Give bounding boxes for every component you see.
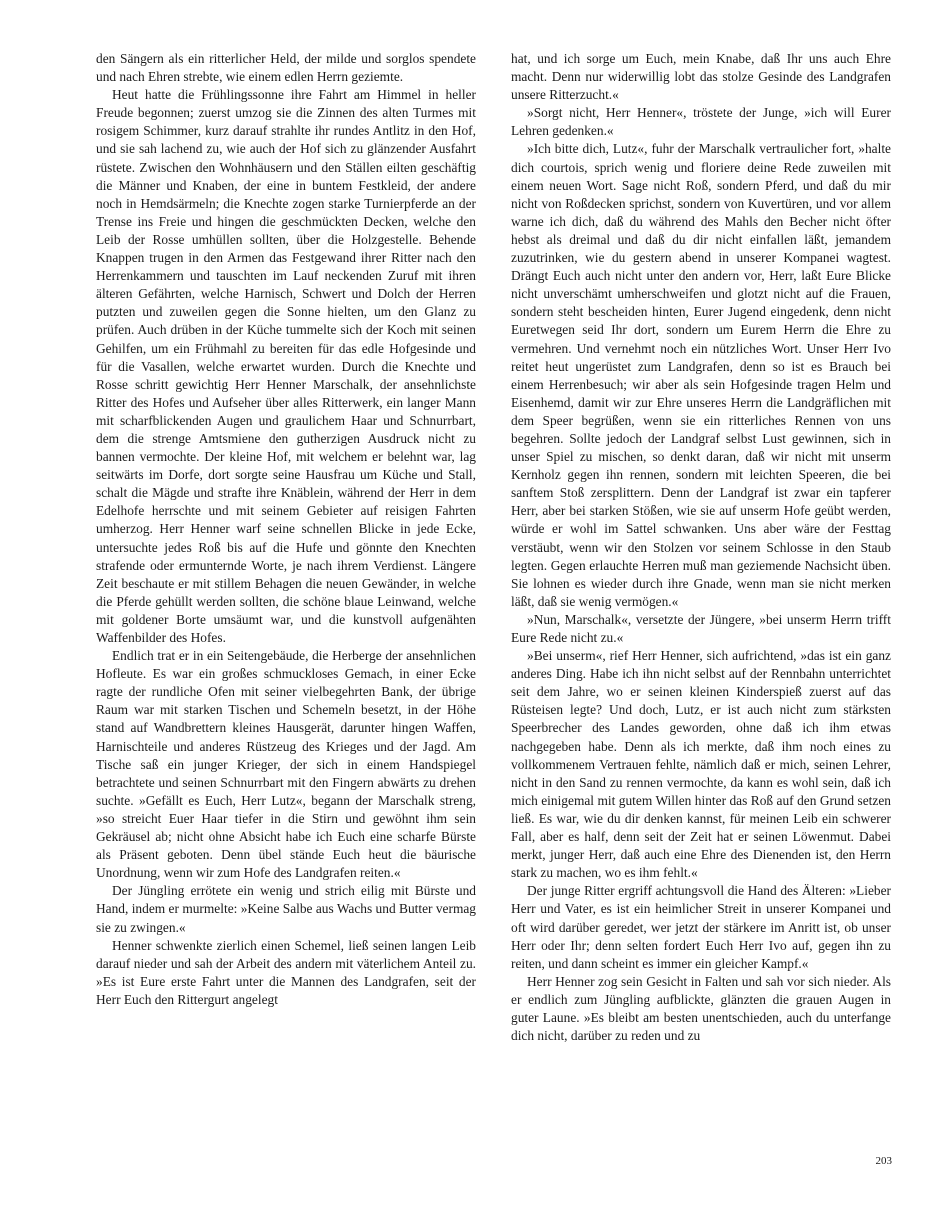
paragraph: »Sorgt nicht, Herr Henner«, tröstete der Junge, »ich will Eurer Lehren gedenken.« [511,105,891,139]
page-number: 203 [875,1155,892,1167]
right-text-column [511,50,891,1045]
paragraph: den Sängern als ein ritterlicher Held, der milde und sorglos spendete und nach Ehren strebte, wie einem edlen Herrn geziemte. [96,51,476,85]
paragraph: Heut hatte die Frühlingssonne ihre Fahrt am Himmel in heller Freude begonnen; zuerst umzog sie die Zinnen des alten Turmes mit rosigem Schimmer, kurz darauf strahlte ihr rundes Antlitz in den Hof, und sie sah lachend zu, wie auch der Hof sich zu glänzender Ausfahrt rüstete. Zwischen den Wohnhäusern und den Ställen eilten geschäftig die Männer und Knaben, der eine in buntem Festkleid, der andere noch in Hemdsärmeln; die Knechte zogen starke Turnierpferde an der Trense ins Freie und hingen die geschmückten Decken, welche den Leib der Rosse umhüllen sollten, über die Holzgestelle. Behende Knappen trugen in den Armen das Festgewand ihrer Ritter nach den Herrenkammern und tauschten im Lauf neckenden Zuruf mit ihren älteren Gefährten, welche Harnisch, Schwert und Dolch der Herren putzten und zuweilen gegen die Sonne hielten, um den Glanz zu prüfen. Auch drüben in der Küche tummelte sich der Koch mit seinen Gehilfen, um ein Frühmahl zu bereiten für das edle Hofgesinde und für die Vasallen, welche erwartet wurden. Durch die Knechte und Rosse schritt gewichtig Herr Henner Marschalk, der ansehnlichste Ritter des Hofes und Aufseher über alles Ritterwerk, ein langer Mann mit scharfblickenden Augen und graulichem Haar und Schnurrbart, dem die strenge Amtsmiene den gutherzigen Ausdruck nicht zu bannen vermochte. Der kleine Hof, mit welchem er belehnt war, lag seitwärts im Dorfe, dort sorgte seine Hausfrau um Küche und Stall, schalt die Mägde und strafte ihre Knäblein, während der Herr in dem Edelhofe herrschte und mit seinem Gebieter auf reisigen Fahrten umherzog. Herr Henner warf seine schnellen Blicke in jede Ecke, untersuchte jedes Roß bis auf die Hufe und gönnte den Knechten strafende oder ermunternde Worte, je nach ihrem Verdienst. Längere Zeit beschaute er mit stillem Behagen die neuen Gewänder, in welche die Pferde gehüllt werden sollten, die schöne blaue Leinwand, welche mit goldener Borte umsäumt war, und die kunstvoll aufgenähten Waffenbilder des Hofes. [96,87,476,645]
paragraph: Der junge Ritter ergriff achtungsvoll die Hand des Älteren: »Lieber Herr und Vater, es ist ein heimlicher Streit in unserer Kompanei und oft wird darüber geredet, wer jetzt der stärkere im Anritt ist, ob unser Herr oder Ihr; denn selten fordert Euch Herr Ivo auf, gegen ihn zu reiten, und dann scheint es immer ein gleicher Kampf.« [511,883,891,971]
paragraph: Herr Henner zog sein Gesicht in Falten und sah vor sich nieder. Als er endlich zum Jüngling aufblickte, glänzten die grauen Augen in guter Laune. »Es bleibt am besten unentschieden, auch du unterfange dich nicht, darüber zu reden und zu [511,973,891,1044]
paragraph: Der Jüngling errötete ein wenig und strich eilig mit Bürste und Hand, indem er murmelte: »Keine Salbe aus Wachs und Butter vermag sie zu zwingen.« [96,883,476,935]
left-text-column [96,50,476,1009]
paragraph: »Ich bitte dich, Lutz«, fuhr der Marschalk vertraulicher fort, »halte dich courtois, sprich wenig und floriere deine Rede zuweilen mit einem neuen Wort. Sage nicht Roß, sondern Pferd, und daß du mir nicht von Roßdecken sprichst, sondern von Kuvertüren, und vor allem warne ich dich, daß du während des Mahls den Becher nicht öfter hebst als dreimal und daß du dir nicht einfallen läßt, jemandem zuzutrinken, wie du gestern abend in unserer Kompanei wagtest. Drängt Euch auch nicht unter den andern vor, Herr, laßt Eure Blicke nicht unverschämt umherschweifen und glotzt nicht auf die Frauen, sondern steht bescheiden hinten, Eurer Jugend eingedenk, denn nicht Euretwegen seid Ihr dort, sondern um Eurem Herrn die Ehre zu vermehren. Und vernehmt noch ein nützliches Wort. Unser Herr Ivo reitet heut ungerüstet zum Landgrafen, denn so ist es Brauch bei einem Herrenbesuch; wir aber als sein Hofgesinde tragen Helm und Eisenhemd, damit wir zur Ehre unseres Herrn die Landgräflichen mit dem Speer begrüßen, wenn sie ein ritterliches Rennen von uns begehren. Sollte jedoch der Landgraf selbst Lust gewinnen, sich in unser Spiel zu mischen, so denkt daran, daß wir nicht mit unserm Kernholz gegen ihn rennen, sondern mit leichten Speeren, die bei sanftem Stoß zersplittern. Denn der Landgraf ist zwar ein tapferer Herr, aber bei starken Stößen, wie sie auf unserm Hofe geübt werden, würde er wohl im Sattel schwanken. Uns aber wäre der Festtag verstäubt, wenn wir den Stolzen vor seinem Schlosse in den Staub legten. Gegen erlauchte Herren muß man geziemende Nachsicht üben. Sie lohnen es wieder durch ihre Gnade, wenn man sie nicht merken läßt, daß sie wenig vermögen.« [511,141,891,609]
paragraph: »Bei unserm«, rief Herr Henner, sich aufrichtend, »das ist ein ganz anderes Ding. Habe ich ihn nicht selbst auf der Rennbahn unterrichtet seit dem Jahre, wo er seinen kleinen Kinderspieß zuerst auf das Rüsteisen legte? Und doch, Lutz, er ist auch nicht zum stärksten Speerbrecher des Landes geworden, ohne daß ich ihm etwas nachgegeben habe. Denn als ich merkte, daß ihm noch eines zu vollkommenem Vertrauen fehlte, nämlich daß er mich, seinen Lehrer, nicht in den Sand zu rennen vermochte, da kann es wohl sein, daß ich mich einigemal mit gutem Willen hinter das Roß auf den Grund setzen ließ. Es war, wie du dir denken kannst, für meinen Leib ein schwerer Fall, aber es half, denn seit der Zeit hat er seinen Löwenmut. Dabei merkt, junger Herr, daß auch eine Ehre des Dienenden ist, den Herrn stark zu machen, wo es ihm fehlt.« [511,648,891,881]
paragraph: Endlich trat er in ein Seitengebäude, die Herberge der ansehnlichen Hofleute. Es war ein großes schmuckloses Gemach, in einer Ecke ragte der rundliche Ofen mit seiner vielbegehrten Bank, der übrige Raum war mit starken Tischen und Schemeln besetzt, in der Höhe stand auf Wandbrettern kleines Hausgerät, darunter hingen Waffen, Harnischteile und anderes Rüstzeug des Krieges und der Jagd. Am Tische saß ein junger Krieger, der sich in einem Handspiegel betrachtete und seinen Schnurrbart mit den Fingern abwärts zu drehen suchte. »Gefällt es Euch, Herr Lutz«, begann der Marschalk streng, »so streicht Euer Haar tiefer in die Stirn und gewöhnt ihm sein Gekräusel ab; nicht ohne Absicht habe ich Euch eine scharfe Bürste als Präsent geboten. Denn übel stände Euch heut die bäurische Unordnung, wenn wir zum Hofe des Landgrafen reiten.« [96,648,476,881]
paragraph: hat, und ich sorge um Euch, mein Knabe, daß Ihr uns auch Ehre macht. Denn nur widerwillig lobt das stolze Gesinde des Landgrafen unsere Ritterzucht.« [511,51,891,103]
paragraph: Henner schwenkte zierlich einen Schemel, ließ seinen langen Leib darauf nieder und sah der Arbeit des andern mit väterlichem Anteil zu. »Es ist Eure erste Fahrt unter die Mannen des Landgrafen, seit der Herr Euch den Rittergurt angelegt [96,937,476,1007]
paragraph: »Nun, Marschalk«, versetzte der Jüngere, »bei unserm Herrn trifft Eure Rede nicht zu.« [511,611,891,645]
